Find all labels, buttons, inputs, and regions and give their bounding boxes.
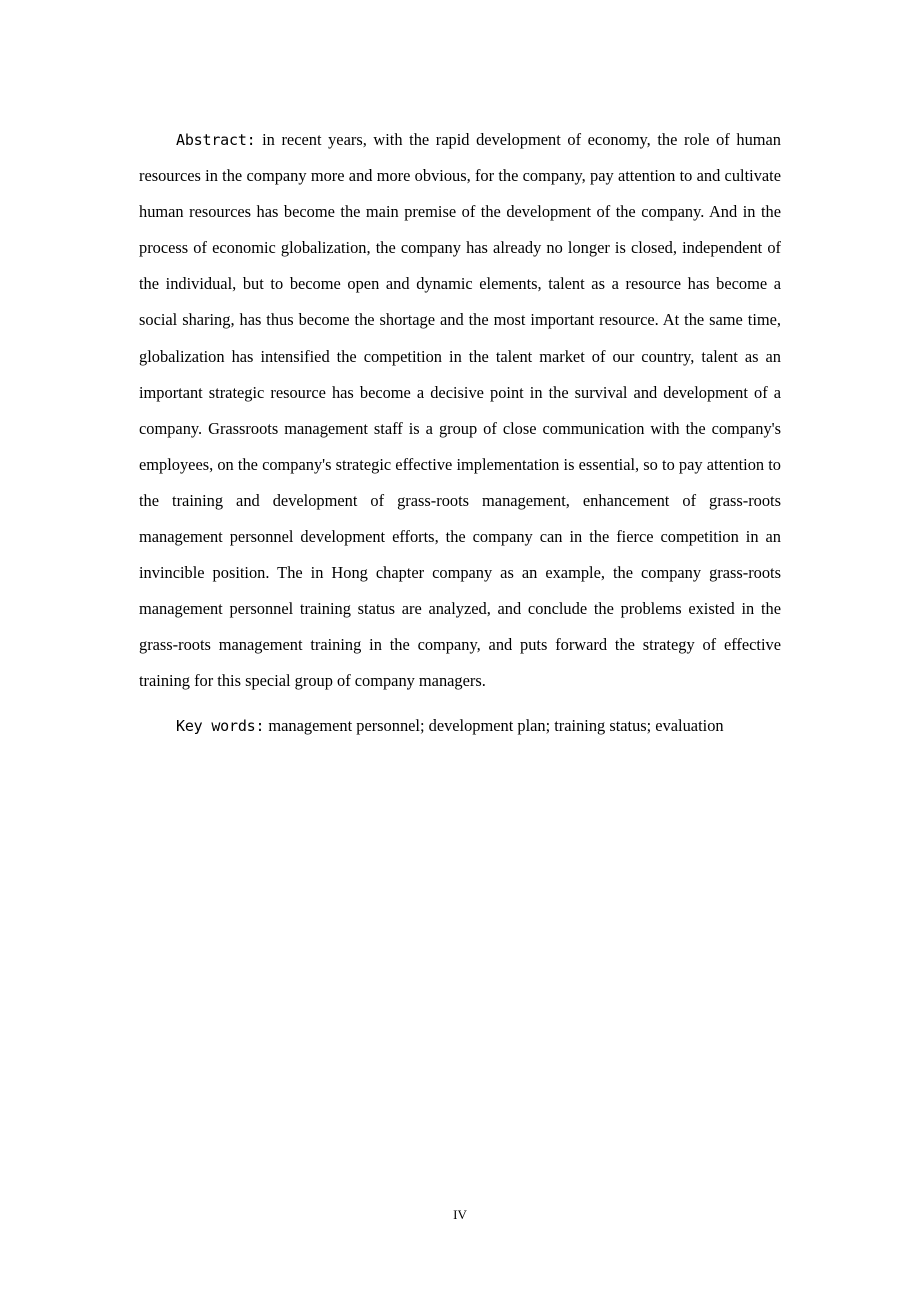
keywords-label: Key words: (176, 716, 265, 735)
page-number: IV (453, 1207, 467, 1222)
keywords-paragraph (139, 708, 781, 744)
abstract-section (139, 122, 781, 744)
abstract-label: Abstract: (176, 131, 256, 149)
abstract-text: in recent years, with the rapid development of economy, the role of human resources in the company more and more obvious, for the company, pay attention to and cultivate human resources has become the main premise of the development of the company. And in the process of economic globalization, the company has already no longer is closed, independent of the individual, but to become open and dynamic elements, talent as a resource has become a social sharing, has thus become the shortage and the most important resource. At the same time, globalization has intensified the competition in the talent market of our country, talent as an important strategic resource has become a decisive point in the survival and development of a company. Grassroots management staff is a group of close communication with the company's employees, on the company's strategic effective implementation is essential, so to pay attention to the training and development of grass-roots management, enhancement of grass-roots management personnel development efforts, the company can in the fierce competition in an invincible position. The in Hong chapter company as an example, the company grass-roots management personnel training status are analyzed, and conclude the problems existed in the grass-roots management training in the company, and puts forward the strategy of effective training for this special group of company managers. (139, 130, 781, 691)
keywords-text: management personnel; development plan; training status; evaluation (264, 715, 724, 735)
abstract-paragraph (139, 122, 781, 700)
